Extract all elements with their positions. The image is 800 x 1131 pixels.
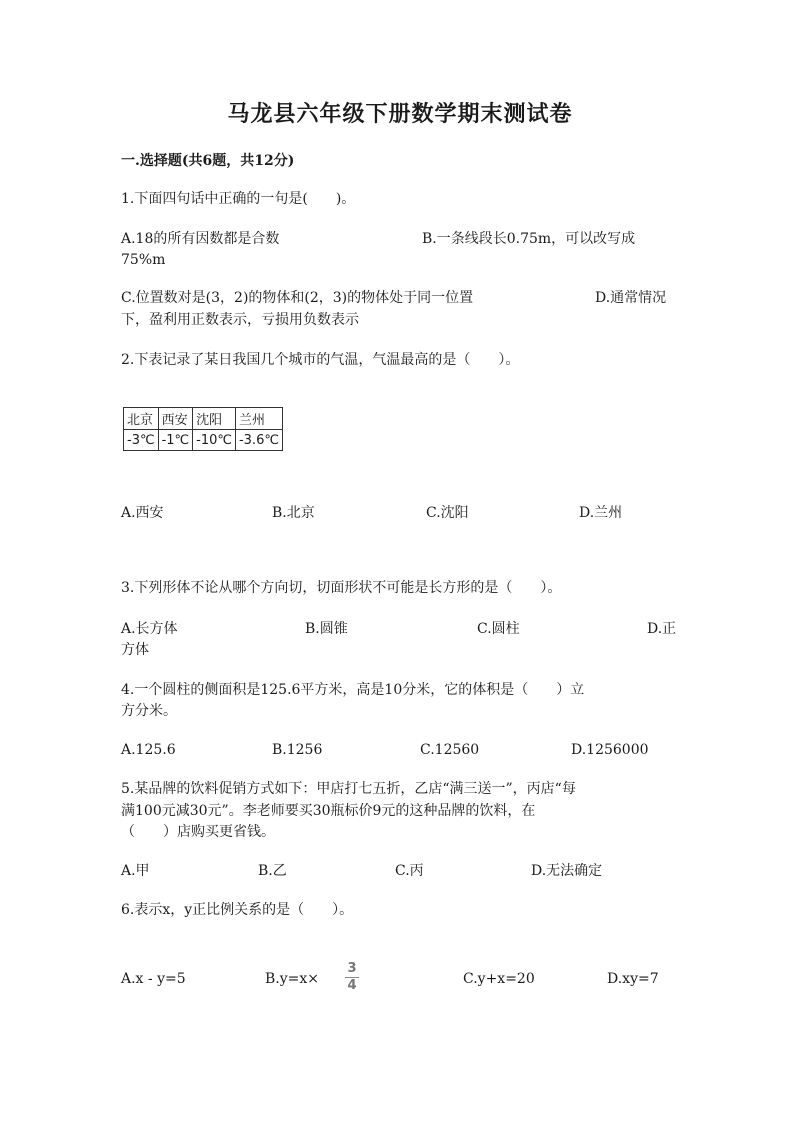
table-cell: -3℃ (124, 430, 159, 451)
table-cell: 兰州 (235, 408, 282, 430)
fraction (345, 962, 359, 993)
page-title: 马龙县六年级下册数学期末测试卷 (227, 101, 573, 127)
q3-option-a: A.长方体 (121, 621, 178, 637)
q5-option-c: C.丙 (395, 863, 424, 879)
q1-option-d: D.通常情况 (595, 290, 667, 306)
table-cell: 西安 (158, 408, 193, 430)
q4-stem: 4.一个圆柱的侧面积是125.6平方米，高是10分米，它的体积是（ ）立 (121, 682, 585, 698)
q5-stem: 5.某品牌的饮料促销方式如下：甲店打七五折，乙店“满三送一”，丙店“每 (121, 781, 576, 797)
q5-stem-cont2: （ ）店购买更省钱。 (121, 824, 275, 840)
q6-option-b: B.y=x× (265, 971, 320, 987)
table-cell: -10℃ (193, 430, 236, 451)
q1-option-c: C.位置数对是(3，2)的物体和(2，3)的物体处于同一位置 (121, 290, 474, 306)
q3-stem: 3.下列形体不论从哪个方向切，切面形状不可能是长方形的是（ ）。 (121, 580, 562, 596)
q2-stem: 2.下表记录了某日我国几个城市的气温，气温最高的是（ ）。 (121, 352, 520, 368)
q3-option-b: B.圆锥 (305, 621, 348, 637)
fraction-numerator: 3 (347, 961, 357, 976)
q4-option-d: D.1256000 (571, 742, 649, 758)
q6-option-d: D.xy=7 (607, 971, 659, 987)
table-cell: -1℃ (158, 430, 193, 451)
q1-option-a: A.18的所有因数都是合数 (121, 231, 280, 247)
q4-option-a: A.125.6 (121, 742, 176, 758)
q4-option-c: C.12560 (420, 742, 480, 758)
table-row (124, 430, 283, 451)
q5-option-b: B.乙 (258, 863, 287, 879)
q3-option-d: D.正 (647, 621, 677, 637)
q1-option-d-cont: 下，盈利用正数表示，亏损用负数表示 (121, 312, 359, 328)
q1-option-b: B.一条线段长0.75m，可以改写成 (422, 231, 636, 247)
q5-option-d: D.无法确定 (531, 863, 603, 879)
q3-option-d-cont: 方体 (121, 642, 149, 658)
fraction-denominator: 4 (347, 978, 357, 993)
q6-stem: 6.表示x，y正比例关系的是（ ）。 (121, 902, 354, 918)
table-cell: 北京 (124, 408, 159, 430)
q1-stem: 1.下面四句话中正确的一句是( )。 (121, 191, 356, 207)
q2-option-d: D.兰州 (579, 505, 623, 521)
q4-option-b: B.1256 (272, 742, 323, 758)
table-cell: -3.6℃ (235, 430, 282, 451)
q3-option-c: C.圆柱 (477, 621, 520, 637)
q5-option-a: A.甲 (121, 863, 150, 879)
table-cell: 沈阳 (193, 408, 236, 430)
section-heading: 一.选择题(共6题，共12分) (121, 153, 295, 169)
temperature-table (123, 407, 283, 451)
q1-option-b-cont: 75%m (121, 252, 166, 268)
q4-stem-cont: 方分米。 (121, 703, 177, 719)
q2-option-b: B.北京 (272, 505, 315, 521)
q6-option-c: C.y+x=20 (463, 971, 535, 987)
q5-stem-cont1: 满100元减30元”。李老师要买30瓶标价9元的这种品牌的饮料，在 (121, 803, 536, 819)
q2-option-c: C.沈阳 (426, 505, 469, 521)
table-row (124, 408, 283, 430)
q6-option-a: A.x - y=5 (121, 971, 186, 987)
q2-option-a: A.西安 (121, 505, 164, 521)
